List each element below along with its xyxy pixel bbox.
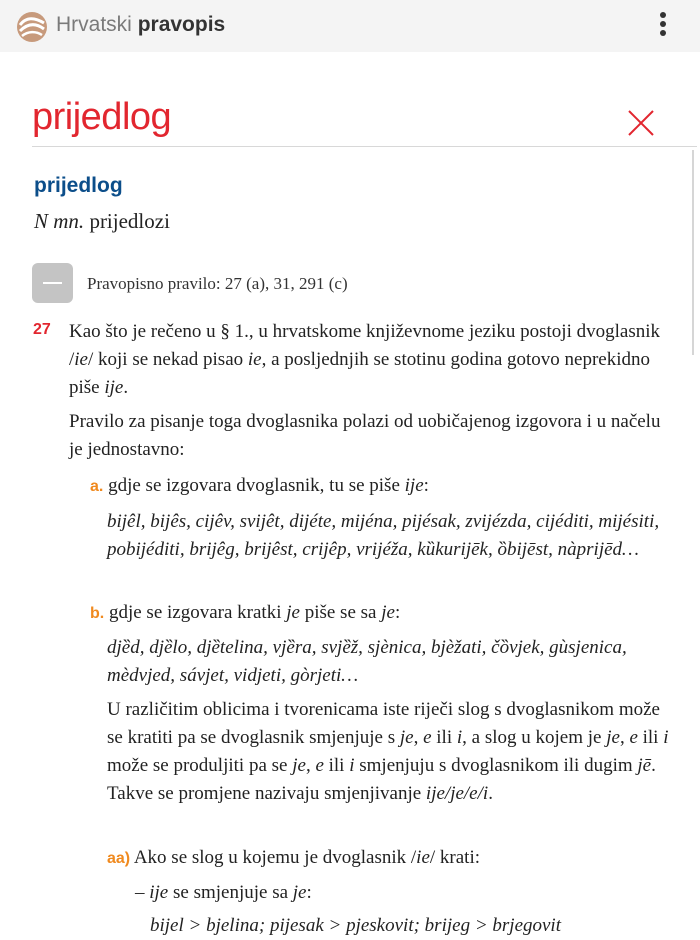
title-divider — [32, 146, 697, 147]
dash-examples: bijel > bjelina; pijesak > pjeskovit; brijeg > brjegovit — [150, 915, 561, 936]
rule-paragraph-1: Kao što je rečeno u § 1., u hrvatskome književnome jeziku postoji dvoglasnik /ie/ koji se nekad pisao ie, a posljednjih se stotinu godina gotovo neprekidno piše ije. — [69, 321, 660, 398]
close-x-icon[interactable] — [626, 108, 656, 138]
search-title[interactable]: prijedlog — [32, 96, 172, 138]
minus-collapse-icon[interactable] — [32, 263, 73, 303]
entry-inflection — [34, 209, 170, 234]
rule-item-b: b. gdje se izgovara kratki je piše se sa je: — [90, 602, 401, 623]
rule-paragraph-2: Pravilo za pisanje toga dvoglasnika polazi od uobičajenog izgovora i u načelu je jednostavno: — [69, 411, 661, 460]
brand-bold: pravopis — [137, 13, 226, 36]
hrvatski-pravopis-logo-icon[interactable] — [16, 11, 48, 43]
rule-dash-item: – ije se smjenjuje sa je: — [135, 882, 312, 903]
app-brand[interactable] — [56, 13, 225, 37]
brand-light: Hrvatski — [56, 13, 132, 36]
rule-item-aa: aa) Ako se slog u kojemu je dvoglasnik /ie/ krati: — [107, 847, 481, 868]
app-header — [0, 0, 700, 52]
scrollbar[interactable] — [692, 150, 694, 355]
rule-number: 27 — [33, 321, 51, 338]
item-a-marker: a. — [90, 478, 104, 495]
rule-item-a: a. gdje se izgovara dvoglasnik, tu se piše ije: — [90, 475, 429, 496]
entry-headword: prijedlog — [34, 174, 123, 197]
item-a-examples: bijêl, bijês, cijêv, svijêt, dijéte, mijéna, pijésak, zvijézda, cijéditi, mijésiti, pobijéditi, brijêg, brijêst, crijêp, vrijéža, kȕkurijēk, ȍbijēst, nàprijēd… — [107, 511, 660, 560]
inflection-label: N mn. — [34, 209, 85, 233]
inflection-value: prijedlozi — [89, 209, 170, 233]
item-b-marker: b. — [90, 605, 105, 622]
item-b-examples: djȅd, djȅlo, djȅtelina, vjȅra, svjȅž, sjènica, bjèžati, čȍvjek, gùsjenica, mèdvjed, sávjet, vidjeti, gòrjeti… — [107, 637, 627, 686]
item-b-note: U različitim oblicima i tvorenicama iste riječi slog s dvoglasnikom može se kratiti pa se dvoglasnik smjenjuje s je, e ili i, a slog u kojem je je, e ili i može se produljiti pa se je, e ili i smjenjuju s dvoglasnikom ili dugim jē. Takve se promjene nazivaju smjenjivanje ije/je/e/i. — [107, 699, 669, 804]
item-aa-marker: aa) — [107, 850, 131, 867]
vertical-ellipsis-icon[interactable] — [654, 12, 672, 42]
rule-reference[interactable]: Pravopisno pravilo: 27 (a), 31, 291 (c) — [87, 274, 348, 293]
